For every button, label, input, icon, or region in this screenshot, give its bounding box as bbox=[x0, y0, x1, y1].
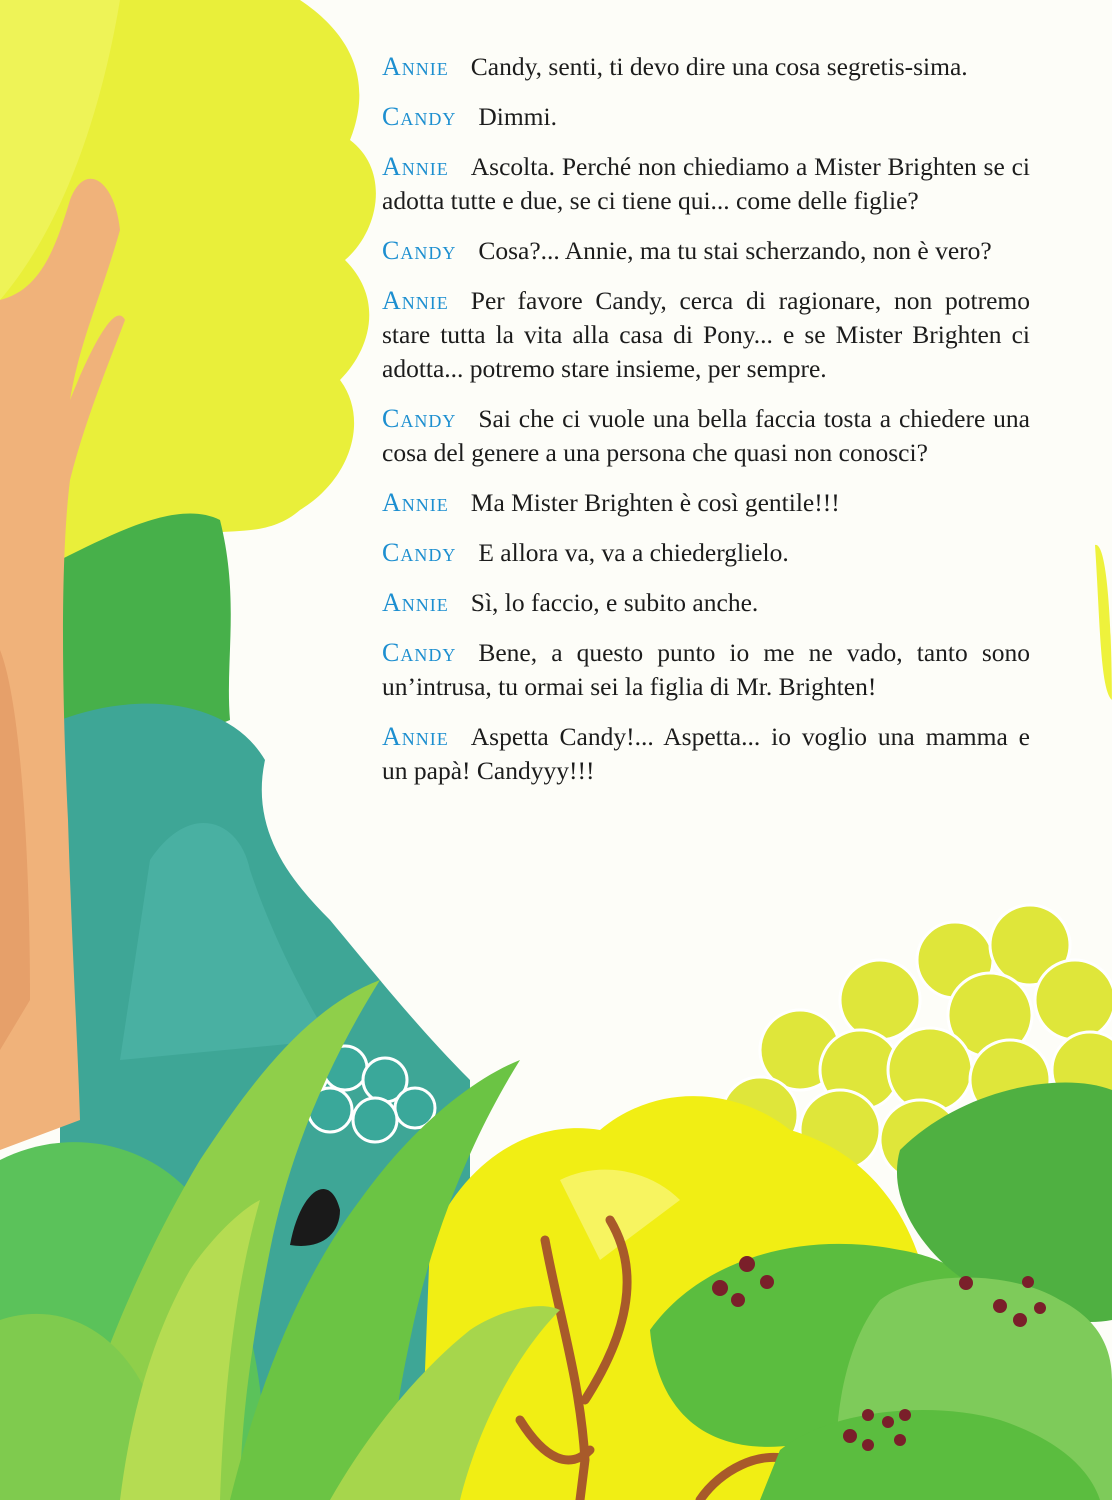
dialogue-text: Bene, a questo punto io me ne vado, tanto sono un’intrusa, tu ormai sei la figlia di Mr. Brighten! bbox=[382, 638, 1030, 701]
dialogue-text: E allora va, va a chiederglielo. bbox=[478, 538, 789, 567]
dialogue-line bbox=[382, 100, 1030, 134]
dialogue-text: Dimmi. bbox=[478, 102, 557, 131]
dialogue-text: Cosa?... Annie, ma tu stai scherzando, non è vero? bbox=[478, 236, 992, 265]
dialogue-line bbox=[382, 50, 1030, 84]
speaker-name: Annie bbox=[382, 286, 449, 315]
dialogue-text: Ascolta. Perché non chiediamo a Mister Brighten se ci adotta tutte e due, se ci tiene qui... come delle figlie? bbox=[382, 152, 1030, 215]
speaker-name: Candy bbox=[382, 638, 457, 667]
speaker-name: Candy bbox=[382, 538, 457, 567]
dialogue-line bbox=[382, 284, 1030, 386]
dialogue-line bbox=[382, 486, 1030, 520]
dialogue-line bbox=[382, 150, 1030, 218]
speaker-name: Annie bbox=[382, 152, 449, 181]
speaker-name: Annie bbox=[382, 52, 449, 81]
dialogue-line bbox=[382, 720, 1030, 788]
dialogue-text: Per favore Candy, cerca di ragionare, non potremo stare tutta la vita alla casa di Pony... e se Mister Brighten ci adotta... potremo stare insieme, per sempre. bbox=[382, 286, 1030, 383]
dialogue-line bbox=[382, 402, 1030, 470]
dialogue-text: Candy, senti, ti devo dire una cosa segretis-sima. bbox=[470, 52, 968, 81]
dialogue-line bbox=[382, 234, 1030, 268]
speaker-name: Annie bbox=[382, 722, 449, 751]
dialogue-text: Ma Mister Brighten è così gentile!!! bbox=[470, 488, 840, 517]
dialogue-line bbox=[382, 586, 1030, 620]
dialogue-line bbox=[382, 636, 1030, 704]
speaker-name: Candy bbox=[382, 404, 457, 433]
speaker-name: Candy bbox=[382, 102, 457, 131]
speaker-name: Annie bbox=[382, 588, 449, 617]
dialogue-text: Aspetta Candy!... Aspetta... io voglio una mamma e un papà! Candyyy!!! bbox=[382, 722, 1030, 785]
dialogue bbox=[382, 50, 1030, 804]
speaker-name: Candy bbox=[382, 236, 457, 265]
dialogue-text: Sai che ci vuole una bella faccia tosta a chiedere una cosa del genere a una persona che quasi non conosci? bbox=[382, 404, 1030, 467]
dialogue-line bbox=[382, 536, 1030, 570]
speaker-name: Annie bbox=[382, 488, 449, 517]
dialogue-text: Sì, lo faccio, e subito anche. bbox=[470, 588, 759, 617]
